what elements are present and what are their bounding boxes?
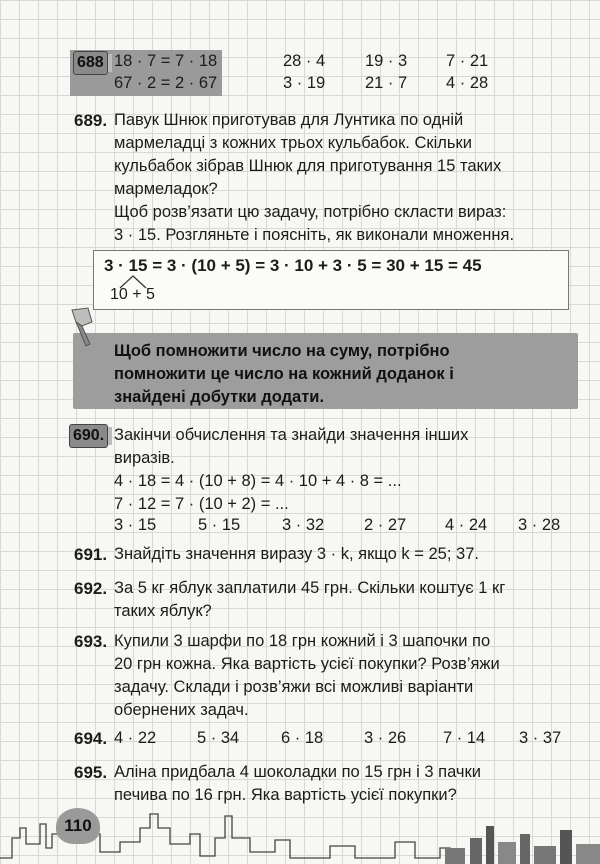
ex690-line-2: виразів. xyxy=(114,449,175,467)
ex690-text xyxy=(114,424,574,516)
ex694-expr-5: 7 · 14 xyxy=(443,729,486,747)
ex689-line-3: кульбабок зібрав Шнюк для приготування 15 таких xyxy=(114,157,502,175)
ex689-line-5: Щоб розв’язати цю задачу, потрібно скласти вираз: xyxy=(114,203,507,221)
ex693-line-3: задачу. Склади і розв’яжи всі можливі варіанти xyxy=(114,678,474,696)
ex690-exprs xyxy=(0,514,600,537)
ex688-r2-c3: 21 · 7 xyxy=(365,74,408,92)
ex693-line-2: 20 грн кожна. Яка вартість усієї покупки? Розв’яжи xyxy=(114,655,500,673)
ex692-text xyxy=(114,577,574,623)
ex694-number: 694. xyxy=(74,729,108,748)
ex695-line-1: Аліна придбала 4 шоколадки по 15 грн і 3 пачки xyxy=(114,763,481,781)
ex688-r1-c1: 18 · 7 = 7 · 18 xyxy=(114,52,218,70)
ex694-exprs xyxy=(0,727,600,750)
ex692-line-1: За 5 кг яблук заплатили 45 грн. Скільки коштує 1 кг xyxy=(114,579,506,597)
pushpin-icon xyxy=(62,306,102,350)
ex689-line-1: Павук Шнюк приготував для Лунтика по одній xyxy=(114,111,464,129)
ex692-line-2: таких яблук? xyxy=(114,602,212,620)
ex690-work-1: 4 · 18 = 4 · (10 + 8) = 4 · 10 + 4 · 8 = ... xyxy=(114,472,402,490)
equation-text: 3 · 15 = 3 · (10 + 5) = 3 · 10 + 3 · 5 = 30 + 15 = 45 xyxy=(104,256,482,275)
ex688-r1-c4: 7 · 21 xyxy=(446,52,489,70)
ex693-text xyxy=(114,630,574,722)
ex688-r1-c3: 19 · 3 xyxy=(365,52,408,70)
ex694-expr-3: 6 · 18 xyxy=(281,729,324,747)
ex690-badge: 690. xyxy=(69,424,108,448)
ex690-expr-3: 3 · 32 xyxy=(282,516,325,534)
ex694-expr-1: 4 · 22 xyxy=(114,729,157,747)
decomposition-text: 10 + 5 xyxy=(110,286,155,303)
ex688-r2-c1: 67 · 2 = 2 · 67 xyxy=(114,74,218,92)
ex688-row-2 xyxy=(0,72,600,95)
ex688-row-1 xyxy=(0,50,600,73)
ex688-r2-c2: 3 · 19 xyxy=(283,74,326,92)
ex689-line-4: мармеладок? xyxy=(114,180,218,198)
ex689-line-2: мармеладці з кожних трьох кульбабок. Скільки xyxy=(114,134,472,152)
rule-line-2: помножити це число на кожний доданок і xyxy=(114,365,454,383)
ex694-expr-4: 3 · 26 xyxy=(364,729,407,747)
ex689-line-6: 3 · 15. Розгляньте і поясніть, як виконали множення. xyxy=(114,226,515,244)
page-number: 110 xyxy=(56,808,100,844)
ex694-expr-6: 3 · 37 xyxy=(519,729,562,747)
ex692-number: 692. xyxy=(74,579,108,598)
ex690-expr-2: 5 · 15 xyxy=(198,516,241,534)
ex695-number: 695. xyxy=(74,763,108,782)
ex689-text xyxy=(114,109,574,247)
ex693-line-1: Купили 3 шарфи по 18 грн кожний і 3 шапочки по xyxy=(114,632,491,650)
rule-text xyxy=(114,340,564,409)
ex690-expr-5: 4 · 24 xyxy=(445,516,488,534)
rule-line-1: Щоб помножити число на суму, потрібно xyxy=(114,342,450,360)
ex688-r2-c4: 4 · 28 xyxy=(446,74,489,92)
ex695-line-2: печива по 16 грн. Яка вартість усієї покупки? xyxy=(114,786,457,804)
ex690-expr-4: 2 · 27 xyxy=(364,516,407,534)
ex691-text: Знайдіть значення виразу 3 · k, якщо k = 25; 37. xyxy=(114,545,479,563)
rule-line-3: знайдені добутки додати. xyxy=(114,388,325,406)
ex690-work-2: 7 · 12 = 7 · (10 + 2) = ... xyxy=(114,495,289,513)
ex694-expr-2: 5 · 34 xyxy=(197,729,240,747)
ex690-expr-1: 3 · 15 xyxy=(114,516,157,534)
ex689-number: 689. xyxy=(74,111,108,130)
ex693-line-4: обернених задач. xyxy=(114,701,249,719)
ex688-badge: 688 xyxy=(73,51,108,75)
ex690-line-1: Закінчи обчислення та знайди значення інших xyxy=(114,426,469,444)
ex691-number: 691. xyxy=(74,545,108,564)
ex688-r1-c2: 28 · 4 xyxy=(283,52,326,70)
ex693-number: 693. xyxy=(74,632,108,651)
ex690-expr-6: 3 · 28 xyxy=(518,516,561,534)
